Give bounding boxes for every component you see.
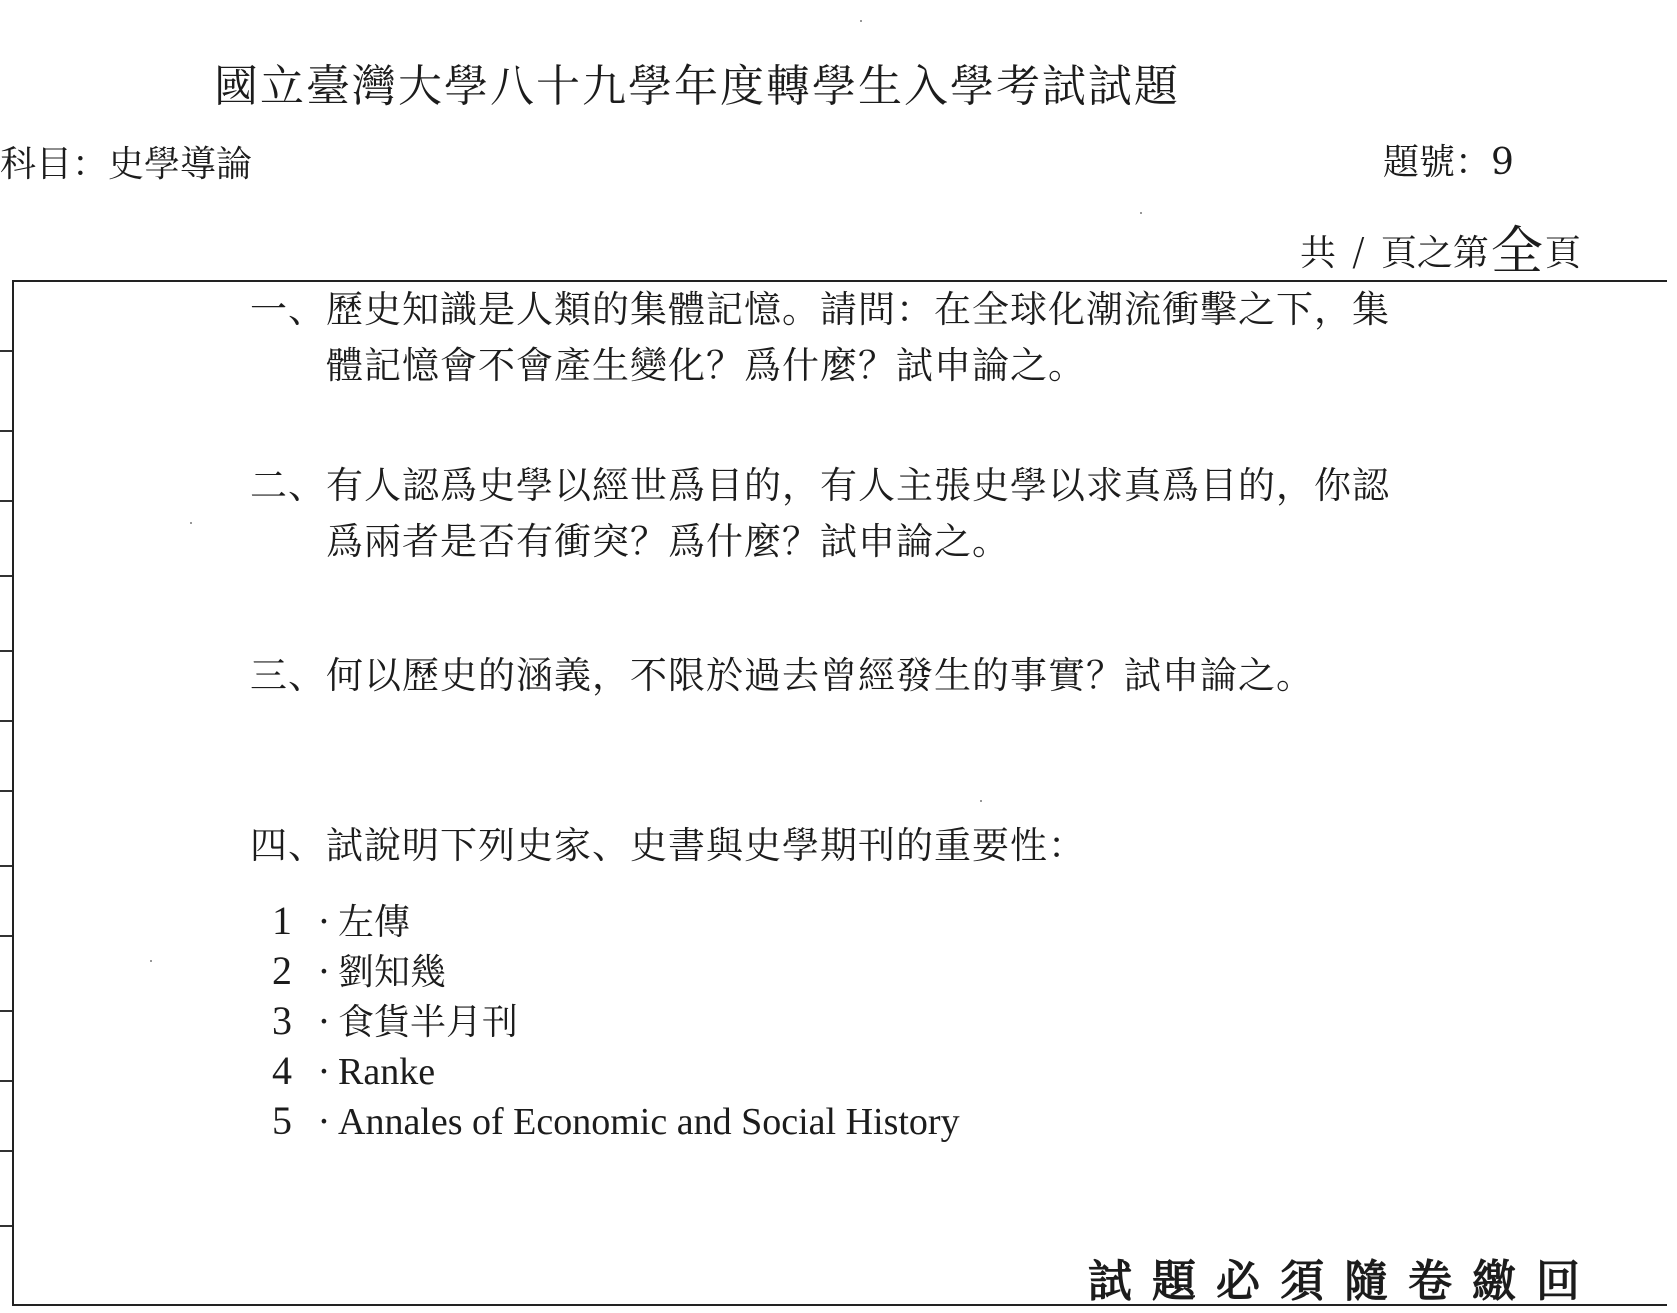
question-1 <box>250 282 1390 394</box>
item-text: 食貨半月刊 <box>338 1002 519 1043</box>
page-current-handwritten: 全 <box>1490 222 1543 282</box>
scan-speck <box>150 960 152 962</box>
list-item <box>272 896 410 948</box>
return-stamp: 試題必須隨卷繳回 <box>1088 1256 1600 1307</box>
item-separator: · <box>318 902 330 943</box>
question-2-line-2: 爲兩者是否有衝突？爲什麼？試申論之。 <box>326 520 1010 563</box>
scan-speck <box>980 800 982 802</box>
item-text: Ranke <box>338 1051 436 1093</box>
question-number: 題號：9 <box>1383 142 1514 183</box>
list-item <box>272 946 446 998</box>
question-4 <box>250 818 1086 874</box>
page-total-handwritten: / <box>1352 230 1365 274</box>
page-info <box>1300 205 1581 280</box>
item-text: 左傳 <box>338 902 411 943</box>
subject-label: 科目：史學導論 <box>0 144 253 185</box>
item-separator: · <box>318 952 330 993</box>
exam-title: 國立臺灣大學八十九學年度轉學生入學考試試題 <box>214 61 1180 112</box>
question-3 <box>250 648 1314 704</box>
item-separator: · <box>318 1002 330 1043</box>
question-2 <box>250 458 1390 570</box>
left-margin-ticks <box>0 280 12 1310</box>
item-number: 3 <box>272 998 292 1043</box>
item-number: 5 <box>272 1098 292 1143</box>
item-number: 1 <box>272 898 292 943</box>
list-item <box>272 1046 435 1098</box>
item-number: 4 <box>272 1048 292 1093</box>
question-1-line-2: 體記憶會不會產生變化？爲什麼？試申論之。 <box>326 344 1086 387</box>
question-3-line-1: 三、何以歷史的涵義，不限於過去曾經發生的事實？試申論之。 <box>250 654 1314 697</box>
question-box <box>12 280 1667 1306</box>
list-item <box>272 1096 960 1148</box>
question-1-line-1: 一、歷史知識是人類的集體記憶。請問：在全球化潮流衝擊之下，集 <box>250 288 1390 331</box>
question-4-line-1: 四、試說明下列史家、史書與史學期刊的重要性： <box>250 824 1086 867</box>
scan-speck <box>1140 212 1142 214</box>
question-2-line-1: 二、有人認爲史學以經世爲目的，有人主張史學以求真爲目的，你認 <box>250 464 1390 507</box>
list-item <box>272 996 518 1048</box>
item-separator: · <box>318 1052 330 1093</box>
page-info-prefix: 共 <box>1300 233 1337 274</box>
page-info-suffix: 頁 <box>1544 233 1581 274</box>
item-text: 劉知幾 <box>338 952 447 993</box>
item-separator: · <box>318 1102 330 1143</box>
scan-speck <box>860 20 862 22</box>
item-text: Annales of Economic and Social History <box>338 1101 960 1143</box>
page-info-middle: 頁之第 <box>1380 233 1489 274</box>
scan-speck <box>190 522 192 524</box>
item-number: 2 <box>272 948 292 993</box>
